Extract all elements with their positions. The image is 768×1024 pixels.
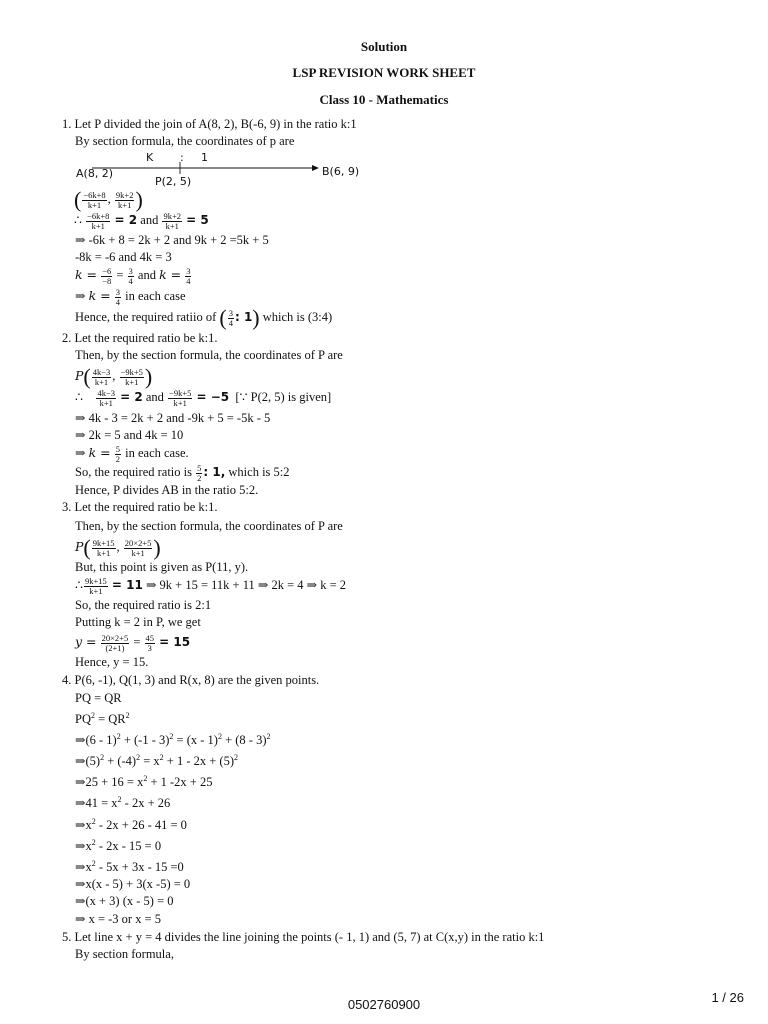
q3-given-point: But, this point is given as P(11, y).	[75, 560, 249, 574]
q4-step-11: ⇒(x + 3) (x - 5) = 0	[75, 894, 174, 908]
q1-step-expand: ⇒ -6k + 8 = 2k + 2 and 9k + 2 =5k + 5	[75, 233, 269, 247]
q4-step-9: $\Rightarrow x^2 - 5x + 3x - 15 =0$	[75, 858, 184, 874]
q1-point-a: A(8, 2)	[76, 167, 114, 180]
q1-point-p: P(2, 5)	[155, 175, 192, 188]
q1-equations: ∴ $\frac{-6k+8}{k+1}$ = 2 and $\frac{9k+2}{k+1}$ = 5	[74, 210, 209, 231]
q3-y-calc: y = $\frac{20\times 2+5}{(2+1)}$ = $\frac{45}{3}$ = 15	[75, 632, 191, 653]
q2-step-expand: ⇒ 4k - 3 = 2k + 2 and -9k + 5 = -5k - 5	[75, 411, 271, 425]
q2-section-formula-line: Then, by the section formula, the coordinates of P are	[75, 348, 343, 362]
q1-step-simplify: -8k = -6 and 4k = 3	[75, 250, 172, 264]
q4-step-7: $\Rightarrow x^2 - 2x + 26 - 41 = 0$	[75, 816, 187, 832]
q4-conclusion: ⇒ x = -3 or x = 5	[75, 912, 162, 926]
q2-ratio: So, the required ratio is $\frac{5}{2}$ : 1, which is 5:2	[75, 462, 290, 483]
q1-k-result: ⇒ k = $\frac{3}{4}$ in each case	[75, 286, 186, 307]
q5-section-formula-line: By section formula,	[75, 947, 174, 961]
q1-point-b: B(6, 9)	[322, 165, 360, 178]
q2-equations: ∴ $\frac{4k-3}{k+1}$ = 2 and $\frac{-9k+5}{k+1}$ = −5 [∵ P(2, 5) is given]	[75, 387, 332, 408]
q4-statement: 4. P(6, -1), Q(1, 3) and R(x, 8) are the given points.	[62, 673, 320, 687]
q5-statement: 5. Let line x + y = 4 divides the line joining the points (- 1, 1) and (5, 7) at C(x,y) in the ratio k:1	[62, 930, 545, 944]
worksheet-title: LSP REVISION WORK SHEET	[292, 65, 476, 80]
q3-conclusion: Hence, y = 15.	[75, 655, 149, 669]
q4-step-1: PQ = QR	[75, 691, 122, 705]
q4-step-2: $PQ^2 = QR^2$	[75, 710, 130, 726]
q4-step-10: ⇒x(x - 5) + 3(x -5) = 0	[75, 877, 191, 891]
q2-step-simplify: ⇒ 2k = 5 and 4k = 10	[75, 428, 184, 442]
q2-conclusion: Hence, P divides AB in the ratio 5:2.	[75, 483, 259, 497]
q1-statement: 1. Let P divided the join of A(8, 2), B(-6, 9) in the ratio k:1	[62, 117, 357, 131]
q2-statement: 2. Let the required ratio be k:1.	[62, 331, 218, 345]
q4-step-3: ⇒(6 - 1)$^2$ + (-1 - 3)$^2$ = (x - 1)$^2$ + (8 - 3)$^2$	[75, 731, 271, 747]
q4-step-8: $\Rightarrow x^2 - 2x - 15 = 0$	[75, 837, 162, 853]
q1-conclusion: Hence, the required ratiio of ( $\frac{3}{4}$ : 1) which is (3:4)	[75, 305, 333, 331]
q1-k-values: k = $\frac{-6}{-8}$ = $\frac{3}{4}$ and k = $\frac{3}{4}$	[75, 265, 191, 286]
q4-step-5: ⇒25 + $16 = x^2 + 1$ -2x + 25	[75, 773, 213, 789]
q3-ratio: So, the required ratio is 2:1	[75, 598, 212, 612]
q3-coordinates: P( $\frac{9k+15}{k+1}$ , $\frac{20\times 2+5}{k+1}$ )	[75, 535, 161, 561]
q2-coordinates: P( $\frac{4k-3}{k+1}$ , $\frac{-9k+5}{k+1}$ )	[75, 364, 153, 390]
page-number: 1 / 26	[711, 990, 744, 1005]
q3-substitute: Putting k = 2 in P, we get	[75, 615, 201, 629]
q4-step-4: $\Rightarrow(5)^2 + (-4)^2 = x^2 + 1 - 2x + (5)^2$	[75, 752, 239, 768]
q2-k-result: ⇒ k = $\frac{5}{2}$ in each case.	[75, 443, 189, 464]
q3-statement: 3. Let the required ratio be k:1.	[62, 500, 218, 514]
q1-coordinates: ( $\frac{-6k+8}{k+1}$ , $\frac{9k+2}{k+1}$ )	[74, 187, 143, 213]
footer-phone: 0502760900	[347, 997, 421, 1012]
q1-section-formula-line: By section formula, the coordinates of p are	[75, 134, 295, 148]
page-title: Solution	[360, 39, 408, 54]
q4-step-6: ⇒41 = $x^2 - 2x + 26$	[75, 794, 171, 810]
q1-ratio-k: K	[146, 151, 154, 164]
q3-solve-k: ∴ $\frac{9k+15}{k+1}$ = 11 ⇒ 9k + 15 = 11k + 11 ⇒ 2k = 4 ⇒ k = 2	[75, 575, 347, 596]
q3-section-formula-line: Then, by the section formula, the coordinates of P are	[75, 519, 343, 533]
q1-ratio-one: 1	[201, 151, 208, 164]
q1-ratio-colon: :	[180, 151, 184, 164]
class-title: Class 10 - Mathematics	[319, 92, 449, 107]
